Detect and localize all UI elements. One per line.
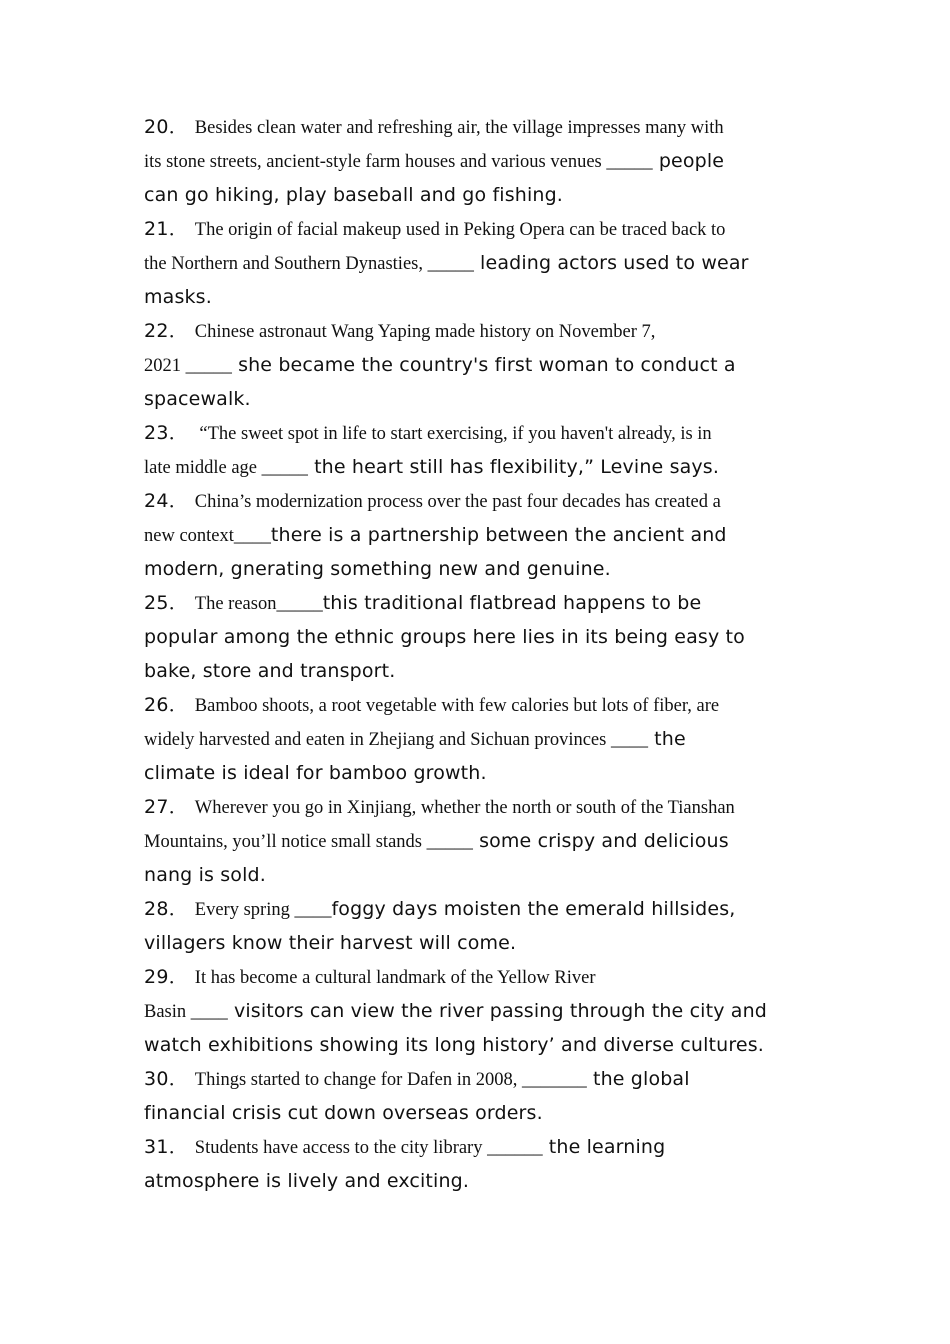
- question-text-serif: Wherever you go in Xinjiang, whether the north or south of the Tianshan: [194, 798, 735, 818]
- question-text-sans: climate is ideal for bamboo growth.: [144, 762, 487, 784]
- question-line: [144, 1130, 809, 1164]
- question-item: [144, 688, 809, 790]
- question-text-sans: this traditional flatbread happens to be: [322, 592, 702, 614]
- question-text-sans: bake, store and transport.: [144, 660, 396, 682]
- question-line: [144, 1028, 809, 1062]
- question-text-serif: its stone streets, ancient-style farm houses and various venues _____: [144, 152, 653, 172]
- question-line: [144, 246, 809, 280]
- question-text-serif: The reason_____: [194, 594, 323, 614]
- question-number-separator: ．: [168, 592, 188, 614]
- question-line: [144, 1062, 809, 1096]
- question-text-serif: Things started to change for Dafen in 2008, _______: [194, 1070, 587, 1090]
- question-number-separator: ．: [168, 320, 188, 342]
- question-line: [144, 620, 809, 654]
- question-number-separator: ．: [168, 1136, 188, 1158]
- question-number: 27: [144, 796, 169, 818]
- question-line: [144, 484, 809, 518]
- question-item: [144, 1062, 809, 1130]
- question-item: [144, 314, 809, 416]
- question-number: 24: [144, 490, 169, 512]
- question-item: [144, 416, 809, 484]
- question-text-sans: foggy days moisten the emerald hillsides,: [331, 898, 736, 920]
- question-text-serif: Chinese astronaut Wang Yaping made history on November 7,: [194, 322, 656, 342]
- question-line: [144, 144, 809, 178]
- question-line: [144, 688, 809, 722]
- question-line: [144, 314, 809, 348]
- question-item: [144, 892, 809, 960]
- question-text-sans: financial crisis cut down overseas orders.: [144, 1102, 543, 1124]
- question-line: [144, 1096, 809, 1130]
- question-number: 26: [144, 694, 169, 716]
- question-line: [144, 722, 809, 756]
- question-item: [144, 110, 809, 212]
- question-line: [144, 552, 809, 586]
- question-number: 29: [144, 966, 169, 988]
- question-number: 22: [144, 320, 169, 342]
- question-text-sans: masks.: [144, 286, 212, 308]
- question-item: [144, 212, 809, 314]
- question-number: 31: [144, 1136, 169, 1158]
- question-number: 28: [144, 898, 169, 920]
- question-text-sans: the: [647, 728, 686, 750]
- question-line: [144, 654, 809, 688]
- question-text-sans: atmosphere is lively and exciting.: [144, 1170, 470, 1192]
- question-text-serif: It has become a cultural landmark of the Yellow River: [194, 968, 596, 988]
- question-text-sans: she became the country's first woman to conduct a: [231, 354, 736, 376]
- question-text-serif: Basin ____: [144, 1002, 228, 1022]
- question-line: [144, 756, 809, 790]
- question-text-sans: nang is sold.: [144, 864, 266, 886]
- question-number: 20: [144, 116, 169, 138]
- question-text-sans: villagers know their harvest will come.: [144, 932, 517, 954]
- question-text-serif: late middle age _____: [144, 458, 308, 478]
- question-number-separator: ．: [168, 490, 188, 512]
- question-line: [144, 960, 809, 994]
- question-number-separator: ．: [168, 966, 188, 988]
- question-line: [144, 892, 809, 926]
- question-number-separator: ．: [168, 116, 188, 138]
- question-text-sans: leading actors used to wear: [473, 252, 749, 274]
- question-line: [144, 926, 809, 960]
- question-item: [144, 790, 809, 892]
- question-text-serif: 2021 _____: [144, 356, 232, 376]
- question-list: [144, 110, 809, 1198]
- question-line: [144, 280, 809, 314]
- question-text-serif: China’s modernization process over the past four decades has created a: [194, 492, 721, 512]
- question-text-sans: there is a partnership between the ancient and: [270, 524, 727, 546]
- question-line: [144, 110, 809, 144]
- question-number-separator: ．: [168, 1068, 188, 1090]
- question-text-sans: popular among the ethnic groups here lies in its being easy to: [144, 626, 745, 648]
- question-number: 30: [144, 1068, 169, 1090]
- question-text-sans: modern, gnerating something new and genuine.: [144, 558, 611, 580]
- question-text-sans: watch exhibitions showing its long history’ and diverse cultures.: [144, 1034, 764, 1056]
- question-line: [144, 1164, 809, 1198]
- question-line: [144, 518, 809, 552]
- question-text-serif: the Northern and Southern Dynasties, _____: [144, 254, 474, 274]
- question-line: [144, 178, 809, 212]
- question-number-separator: ．: [168, 694, 188, 716]
- question-number: 21: [144, 218, 169, 240]
- question-line: [144, 586, 809, 620]
- question-number-separator: ．: [168, 422, 188, 444]
- question-number-separator: ．: [168, 218, 188, 240]
- question-text-sans: some crispy and delicious: [472, 830, 729, 852]
- question-text-serif: widely harvested and eaten in Zhejiang and Sichuan provinces ____: [144, 730, 648, 750]
- question-text-sans: the global: [586, 1068, 690, 1090]
- question-line: [144, 824, 809, 858]
- question-text-sans: can go hiking, play baseball and go fishing.: [144, 184, 563, 206]
- question-item: [144, 960, 809, 1062]
- question-text-serif: The origin of facial makeup used in Peking Opera can be traced back to: [194, 220, 726, 240]
- question-item: [144, 484, 809, 586]
- question-text-serif: Every spring ____: [194, 900, 332, 920]
- question-item: [144, 1130, 809, 1198]
- question-text-serif: Bamboo shoots, a root vegetable with few calories but lots of fiber, are: [194, 696, 720, 716]
- question-text-serif: Students have access to the city library ______: [194, 1138, 543, 1158]
- question-line: [144, 790, 809, 824]
- question-line: [144, 416, 809, 450]
- question-line: [144, 212, 809, 246]
- question-text-sans: spacewalk.: [144, 388, 251, 410]
- question-line: [144, 348, 809, 382]
- question-text-sans: the learning: [542, 1136, 666, 1158]
- question-text-serif: “The sweet spot in life to start exercising, if you haven't already, is in: [194, 424, 712, 444]
- question-text-serif: Besides clean water and refreshing air, the village impresses many with: [194, 118, 724, 138]
- question-text-sans: people: [652, 150, 725, 172]
- question-text-serif: new context____: [144, 526, 271, 546]
- question-text-serif: Mountains, you’ll notice small stands _____: [144, 832, 473, 852]
- question-number: 25: [144, 592, 169, 614]
- question-text-sans: visitors can view the river passing through the city and: [227, 1000, 767, 1022]
- question-text-sans: the heart still has flexibility,” Levine says.: [307, 456, 720, 478]
- question-line: [144, 382, 809, 416]
- question-line: [144, 994, 809, 1028]
- question-line: [144, 858, 809, 892]
- question-number-separator: ．: [168, 796, 188, 818]
- question-item: [144, 586, 809, 688]
- question-number: 23: [144, 422, 169, 444]
- question-line: [144, 450, 809, 484]
- question-number-separator: ．: [168, 898, 188, 920]
